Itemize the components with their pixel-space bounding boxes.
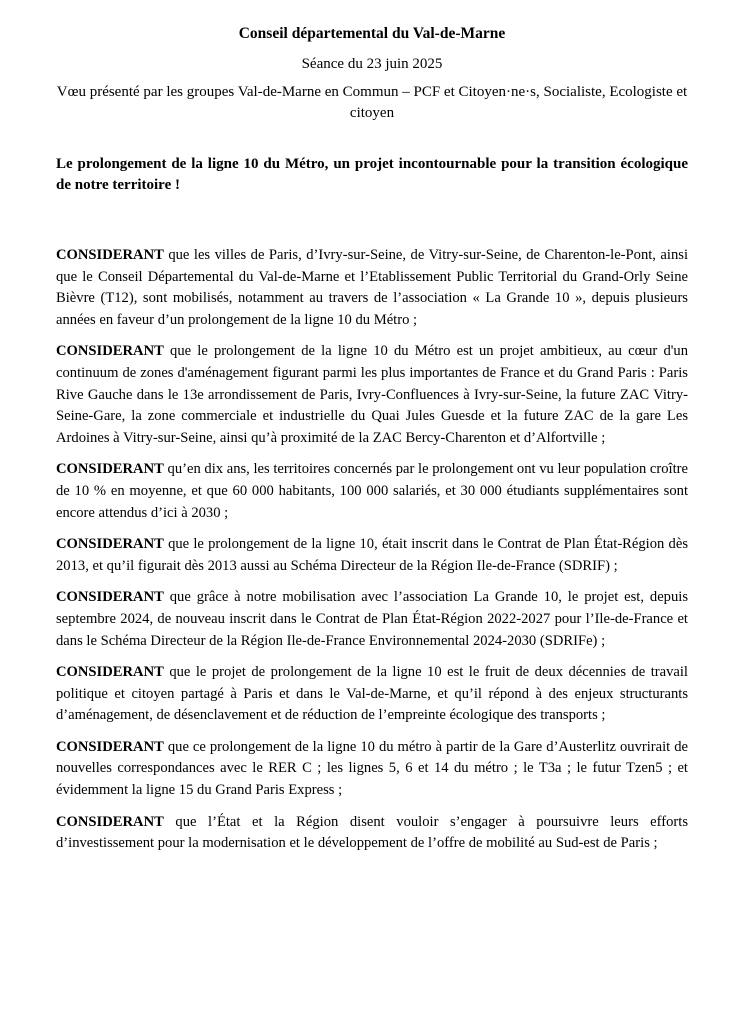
- considerant-text: qu’en dix ans, les territoires concernés par le prolongement ont vu leur population croître de 10 % en moyenne, et que 60 000 habitants, 100 000 salariés, et 30 000 étudiants supplémentaires sont encore attendus d’ici à 2030 ;: [56, 461, 688, 521]
- document-page: [56, 24, 688, 865]
- considerant-paragraph: [56, 662, 688, 727]
- considerant-keyword: CONSIDERANT: [56, 247, 164, 263]
- considerant-list: [56, 245, 688, 855]
- considerant-text: que le prolongement de la ligne 10, était inscrit dans le Contrat de Plan État-Région dès 2013, et qu’il figurait dès 2013 aussi au Schéma Directeur de la Région Ile-de-France (SDRIF) ;: [56, 536, 688, 574]
- session-date: Séance du 23 juin 2025: [301, 56, 443, 72]
- considerant-keyword: CONSIDERANT: [56, 589, 164, 606]
- considerant-text: que grâce à notre mobilisation avec l’association La Grande 10, le projet est, depuis septembre 2024, de nouveau inscrit dans le Contrat de Plan État-Région 2022-2027 pour l’Ile-de-France et dans le Schéma Directeur de la Région Ile-de-France Environnemental 2024-2030 (SDRIFe) ;: [56, 589, 688, 649]
- considerant-text: que l’État et la Région disent vouloir s’engager à poursuivre leurs efforts d’investissement pour la modernisation et le développement de l’offre de mobilité au Sud-est de Paris ;: [56, 813, 688, 852]
- presented-by-line: Vœu présenté par les groupes Val-de-Marne en Commun – PCF et Citoyen·ne·s, Socialiste, Ecologiste et citoyen: [56, 84, 688, 121]
- considerant-keyword: CONSIDERANT: [56, 813, 164, 830]
- considerant-paragraph: [56, 534, 688, 577]
- considerant-keyword: CONSIDERANT: [56, 536, 164, 553]
- considerant-text: que le prolongement de la ligne 10 du Métro est un projet ambitieux, au cœur d'un continuum de zones d'aménagement figurant parmi les plus importantes de France et du Grand Paris : Paris Rive Gauche dans le 13e arrondissement de Paris, Ivry-Confluences à Ivry-sur-Seine, la future ZAC Vitry-Seine-Gare, la zone commerciale et industrielle du Quai Jules Guesde et la future ZAC de la gare Les Ardoines à Vitry-sur-Seine, ainsi qu’à proximité de la ZAC Bercy-Charenton et d’Alfortville ;: [56, 343, 688, 446]
- considerant-paragraph: [56, 587, 688, 652]
- considerant-text: que le projet de prolongement de la ligne 10 est le fruit de deux décennies de travail politique et citoyen partagé à Paris et dans le Val-de-Marne, et qu’il répond à des enjeux structurants d’aménagement, de désenclavement et de réduction de l’empreinte écologique des transports ;: [56, 664, 688, 724]
- considerant-paragraph: [56, 341, 688, 449]
- considerant-text: que les villes de Paris, d’Ivry-sur-Seine, de Vitry-sur-Seine, de Charenton-le-Pont, ainsi que le Conseil Départemental du Val-de-Marne et l’Etablissement Public Territorial du Grand-Orly Seine Bièvre (T12), sont mobilisés, notamment au travers de l’association « La Grande 10 », depuis plusieurs années en faveur d’un prolongement de la ligne 10 du Métro ;: [56, 247, 688, 328]
- considerant-paragraph: [56, 459, 688, 524]
- considerant-paragraph: [56, 245, 688, 331]
- considerant-text: que ce prolongement de la ligne 10 du métro à partir de la Gare d’Austerlitz ouvrirait de nouvelles correspondances avec le RER C ; les lignes 5, 6 et 14 du métro ; le T3a ; le futur Tzen5 ; et évidemment la ligne 15 du Grand Paris Express ;: [56, 738, 688, 799]
- motion-title: Le prolongement de la ligne 10 du Métro, un projet incontournable pour la transition écologique de notre territoire !: [56, 156, 688, 193]
- institution-heading: Conseil départemental du Val-de-Marne: [238, 25, 506, 42]
- considerant-keyword: CONSIDERANT: [56, 343, 164, 360]
- considerant-keyword: CONSIDERANT: [56, 664, 164, 681]
- considerant-paragraph: [56, 737, 688, 802]
- considerant-keyword: CONSIDERANT: [56, 461, 164, 478]
- considerant-keyword: CONSIDERANT: [56, 738, 164, 755]
- considerant-paragraph: [56, 812, 688, 855]
